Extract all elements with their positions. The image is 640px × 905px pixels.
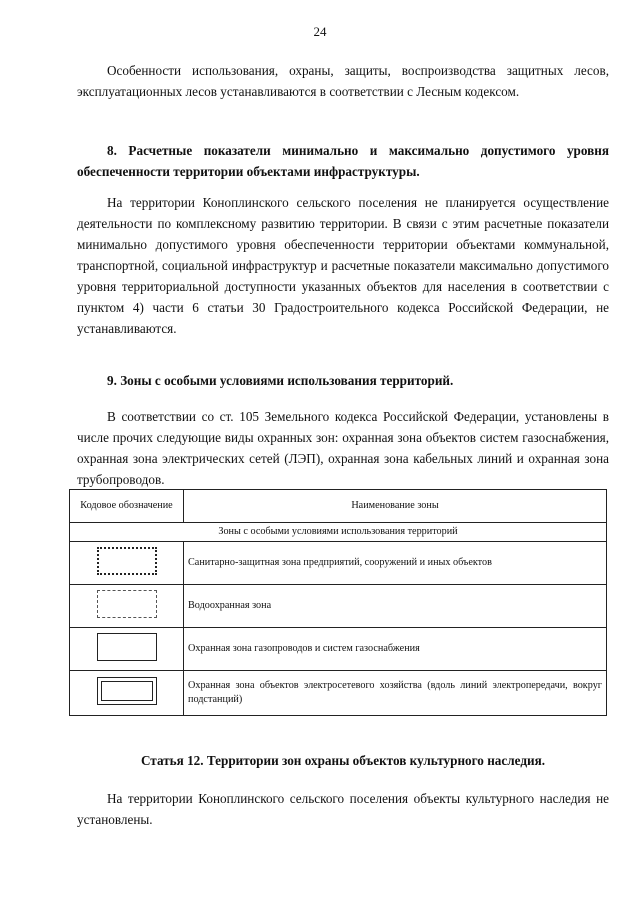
section-9-heading: 9. Зоны с особыми условиями использования территорий.	[107, 373, 454, 388]
dashed-rectangle-symbol	[97, 590, 157, 618]
section-8-heading: 8. Расчетные показатели минимально и максимально допустимого уровня обеспеченности территории объектами инфраструктуры.	[77, 143, 609, 179]
table-row	[70, 585, 607, 628]
group-row-label: Зоны с особыми условиями использования территорий	[70, 523, 607, 542]
table-header-row	[70, 490, 607, 523]
zone-name: Охранная зона газопроводов и систем газоснабжения	[184, 628, 607, 671]
col-name-header: Наименование зоны	[184, 490, 607, 523]
intro-paragraph: Особенности использования, охраны, защиты, воспроизводства защитных лесов, эксплуатационных лесов устанавливаются в соответствии с Лесным кодексом.	[77, 63, 609, 99]
zones-table	[69, 489, 607, 716]
zone-name: Охранная зона объектов электросетевого хозяйства (вдоль линий электропередачи, вокруг подстанций)	[184, 671, 607, 716]
article-12-paragraph: На территории Коноплинского сельского поселения объекты культурного наследия не установлены.	[77, 791, 609, 827]
table-group-row	[70, 523, 607, 542]
section-9-paragraph: В соответствии со ст. 105 Земельного кодекса Российской Федерации, установлены в числе прочих следующие виды охранных зон: охранная зона объектов систем газоснабжения, охранная зона электрических сетей (ЛЭП), охранная зона кабельных линий и охранная зона трубопроводов.	[77, 409, 609, 487]
article-12-heading: Статья 12. Территории зон охраны объектов культурного наследия.	[140, 753, 546, 768]
section-8-paragraph: На территории Коноплинского сельского поселения не планируется осуществление деятельности по комплексному развитию территории. В связи с этим расчетные показатели минимально допустимого уровня обеспеченности территории объектами коммунальной, транспортной, социальной инфраструктур и расчетные показатели максимально допустимого уровня территориальной доступности указанных объектов для населения в соответствии с пунктом 4) части 6 статьи 30 Градостроительного кодекса Российской Федерации, не устанавливаются.	[77, 195, 609, 336]
zone-name: Водоохранная зона	[184, 585, 607, 628]
zone-name: Санитарно-защитная зона предприятий, сооружений и иных объектов	[184, 542, 607, 585]
table-row	[70, 671, 607, 716]
solid-rectangle-symbol	[97, 633, 157, 661]
double-rectangle-symbol	[97, 677, 157, 705]
table-row	[70, 628, 607, 671]
dotted-rectangle-symbol	[97, 547, 157, 575]
table-row	[70, 542, 607, 585]
col-code-header: Кодовое обозначение	[70, 490, 184, 523]
page-number: 24	[313, 24, 327, 39]
